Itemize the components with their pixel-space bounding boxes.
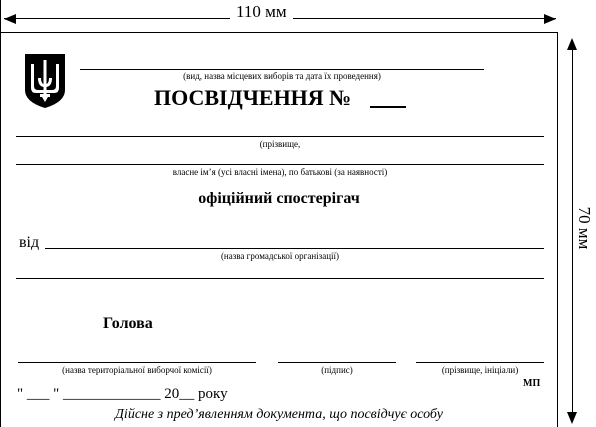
height-dimension-label: 70 мм <box>574 188 594 268</box>
card-left-edge <box>0 0 1 427</box>
validity-note: Дійсне з пред’явленням документа, що посвідчує особу <box>115 407 443 422</box>
initials-caption: (прізвище, ініціали) <box>441 365 519 375</box>
name-line <box>16 164 544 165</box>
observer-role: офіційний спостерігач <box>198 190 360 207</box>
organization-caption: (назва громадської організації) <box>220 251 340 261</box>
signature-caption: (підпис) <box>321 365 353 375</box>
election-line <box>80 69 484 70</box>
from-label: від <box>19 234 40 251</box>
head-label: Голова <box>103 315 153 332</box>
certificate-title: ПОСВІДЧЕННЯ № <box>154 85 352 110</box>
surname-caption: (прізвище, <box>259 139 301 149</box>
commission-line <box>18 362 256 363</box>
surname-line <box>16 136 544 137</box>
seal-label: МП <box>523 378 541 389</box>
signature-line <box>278 362 396 363</box>
arrow-down-icon <box>567 412 577 424</box>
height-dimension-line <box>572 40 573 420</box>
arrow-right-icon <box>544 14 556 24</box>
name-caption: власне ім’я (усі власні імена), по батькові (за наявності) <box>172 167 388 177</box>
certificate-number-line <box>370 106 406 108</box>
initials-line <box>416 362 544 363</box>
coat-of-arms-icon <box>22 52 68 110</box>
commission-caption: (назва територіальної виборчої комісії) <box>62 365 212 375</box>
election-caption: (вид, назва місцевих виборів та дата їх проведення) <box>183 71 381 81</box>
arrow-left-icon <box>4 14 16 24</box>
organization-line <box>45 248 544 249</box>
date-line: " ___ " _____________ 20__ року <box>17 386 228 402</box>
width-dimension-label: 110 мм <box>230 3 293 21</box>
organization-line-2 <box>16 278 544 279</box>
arrow-up-icon <box>567 38 577 50</box>
